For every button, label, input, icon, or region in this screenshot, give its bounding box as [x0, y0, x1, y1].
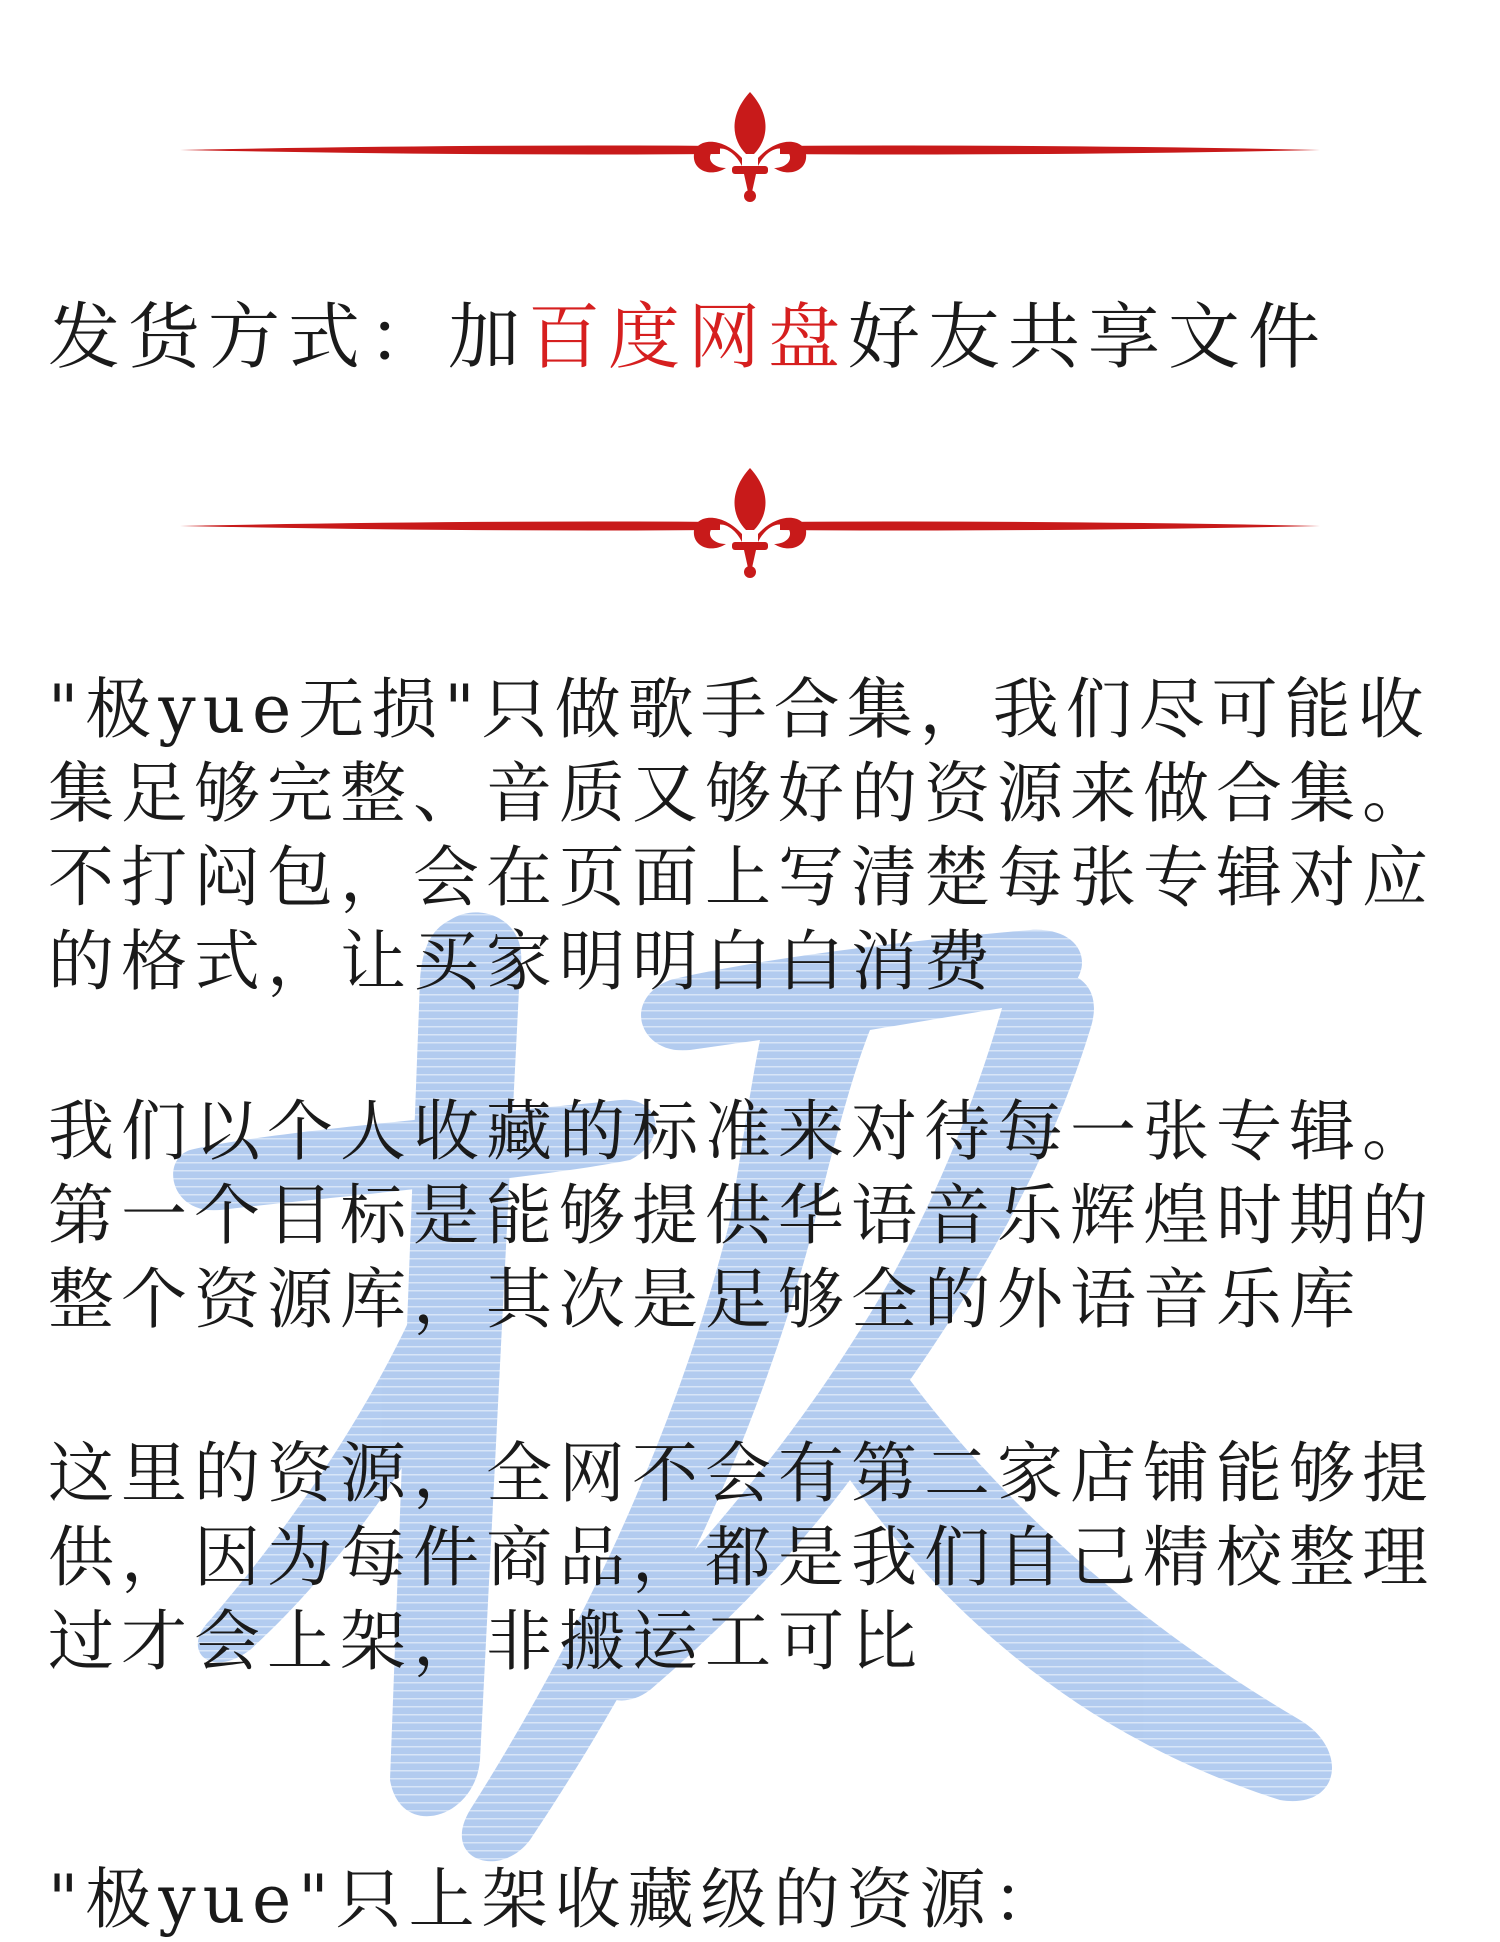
ornamental-divider-middle	[180, 464, 1320, 584]
shipping-platform-highlight: 百度网盘	[528, 295, 849, 379]
intro-paragraph: "极yue无损"只做歌手合集，我们尽可能收集足够完整、音质又够好的资源来做合集。不打闷包，会在页面上写清楚每张专辑对应的格式，让买家明明白白消费	[48, 671, 1435, 1000]
brand-watermark	[150, 860, 1410, 1920]
shipping-prefix: 发货方式：加	[48, 295, 529, 379]
fleur-de-lis-icon	[180, 88, 1320, 208]
shipping-method-line	[48, 292, 1328, 382]
shipping-suffix: 好友共享文件	[848, 295, 1329, 379]
exclusivity-paragraph: 这里的资源，全网不会有第二家店铺能够提供，因为每件商品，都是我们自己精校整理过才会上架，非搬运工可比	[48, 1435, 1435, 1680]
ornamental-divider-top	[180, 88, 1320, 208]
collection-grade-heading: "极yue"只上架收藏级的资源：	[48, 1861, 1066, 1938]
collection-standard-paragraph: 我们以个人收藏的标准来对待每一张专辑。第一个目标是能够提供华语音乐辉煌时期的整个资源库，其次是足够全的外语音乐库	[48, 1093, 1435, 1338]
fleur-de-lis-icon	[180, 464, 1320, 584]
watermark-glyph-ji	[150, 860, 1410, 1920]
